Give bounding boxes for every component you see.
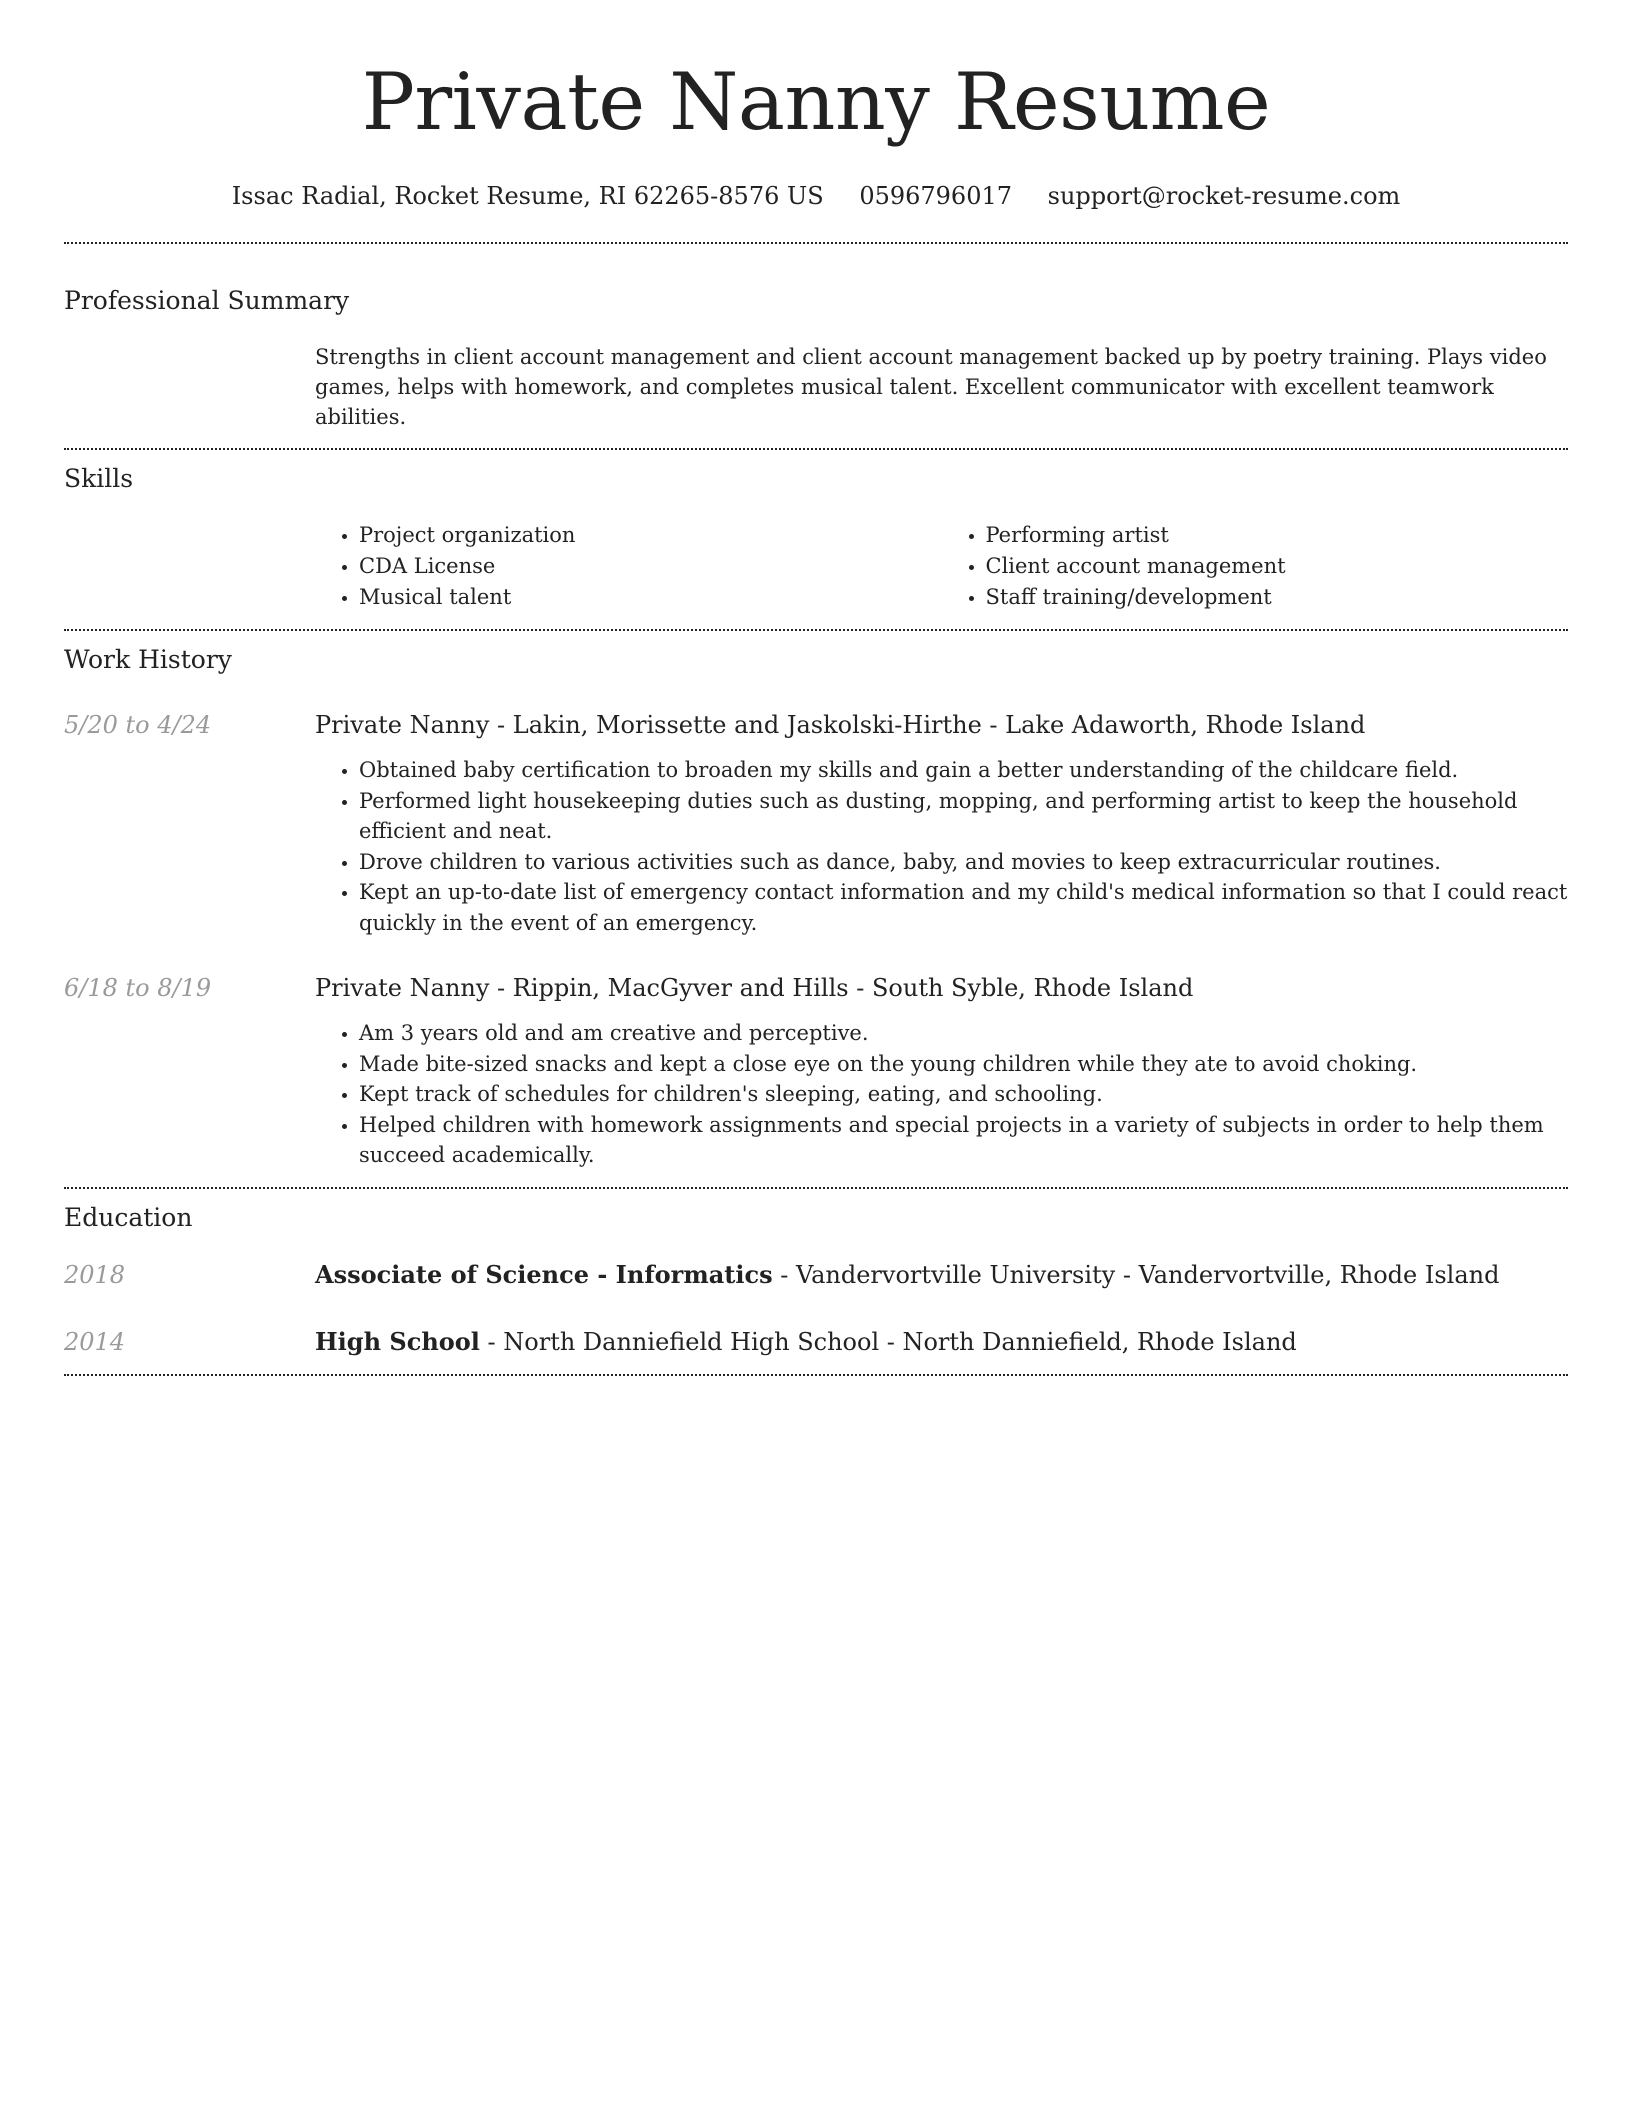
education-details: - North Danniefield High School - North Danniefield, Rhode Island	[479, 1327, 1297, 1356]
education-date: 2014	[64, 1327, 126, 1356]
contact-email: support@rocket-resume.com	[1047, 182, 1401, 210]
contact-address: Issac Radial, Rocket Resume, RI 62265-8576 US	[231, 182, 824, 210]
skills-list-right	[942, 520, 1569, 613]
work-bullet: • Made bite-sized snacks and kept a close eye on the young children while they ate to avoid choking.	[359, 1049, 1568, 1080]
work-role: Private Nanny	[315, 974, 490, 1002]
divider	[64, 448, 1568, 450]
summary-text: Strengths in client account management and client account management backed up by poetry training. Plays video games, helps with homework, and completes musical talent. Excellent communicator with excellent teamwork abilities.	[315, 345, 1547, 429]
divider	[64, 242, 1568, 244]
work-bullets	[315, 755, 1568, 938]
education-heading-line	[315, 1259, 1499, 1291]
work-entry	[64, 972, 1568, 1004]
work-heading-line	[315, 709, 1365, 741]
education-degree: High School	[315, 1326, 480, 1356]
divider	[64, 1374, 1568, 1376]
skill-item: • Client account management	[986, 551, 1569, 582]
page-title: Private Nanny Resume	[361, 56, 1271, 148]
skill-item: • CDA License	[359, 551, 942, 582]
work-details: - Rippin, MacGyver and Hills - South Syble, Rhode Island	[489, 974, 1194, 1002]
summary-heading: Professional Summary	[64, 286, 350, 315]
work-entry	[64, 709, 1568, 741]
skills-section	[64, 462, 1568, 613]
education-details: - Vandervortville University - Vandervortville, Rhode Island	[772, 1260, 1500, 1289]
summary-section	[64, 284, 1568, 432]
work-date: 5/20 to 4/24	[64, 711, 212, 739]
work-bullet: • Helped children with homework assignments and special projects in a variety of subjects in order to help them succeed academically.	[359, 1110, 1568, 1171]
skills-heading: Skills	[64, 464, 134, 493]
education-section	[64, 1201, 1568, 1358]
work-role: Private Nanny	[315, 711, 490, 739]
work-bullet: • Kept an up-to-date list of emergency contact information and my child's medical information so that I could react quickly in the event of an emergency.	[359, 877, 1568, 938]
skills-list-left	[315, 520, 942, 613]
divider	[64, 1187, 1568, 1189]
work-bullet: • Drove children to various activities such as dance, baby, and movies to keep extracurricular routines.	[359, 847, 1568, 878]
education-degree: Associate of Science - Informatics	[315, 1259, 773, 1289]
work-bullet: • Obtained baby certification to broaden my skills and gain a better understanding of the childcare field.	[359, 755, 1568, 786]
contact-phone: 0596796017	[859, 182, 1013, 210]
work-bullet: • Kept track of schedules for children's sleeping, eating, and schooling.	[359, 1079, 1568, 1110]
skill-item: • Project organization	[359, 520, 942, 551]
education-entry	[64, 1259, 1568, 1291]
education-date: 2018	[64, 1260, 126, 1289]
skills-grid	[315, 520, 1568, 613]
work-bullet: • Performed light housekeeping duties such as dusting, mopping, and performing artist to keep the household efficient and neat.	[359, 786, 1568, 847]
divider	[64, 629, 1568, 631]
contact-line	[64, 180, 1568, 212]
work-bullet: • Am 3 years old and am creative and perceptive.	[359, 1018, 1568, 1049]
skill-item: • Musical talent	[359, 582, 942, 613]
education-entry	[64, 1326, 1568, 1358]
work-heading: Work History	[64, 645, 232, 674]
education-heading-line	[315, 1326, 1297, 1358]
work-date: 6/18 to 8/19	[64, 974, 212, 1002]
work-section	[64, 643, 1568, 1171]
education-heading: Education	[64, 1202, 193, 1232]
work-heading-line	[315, 972, 1193, 1004]
skill-item: • Staff training/development	[986, 582, 1569, 613]
work-bullets	[315, 1018, 1568, 1171]
skill-item: • Performing artist	[986, 520, 1569, 551]
work-details: - Lakin, Morissette and Jaskolski-Hirthe - Lake Adaworth, Rhode Island	[489, 711, 1366, 739]
